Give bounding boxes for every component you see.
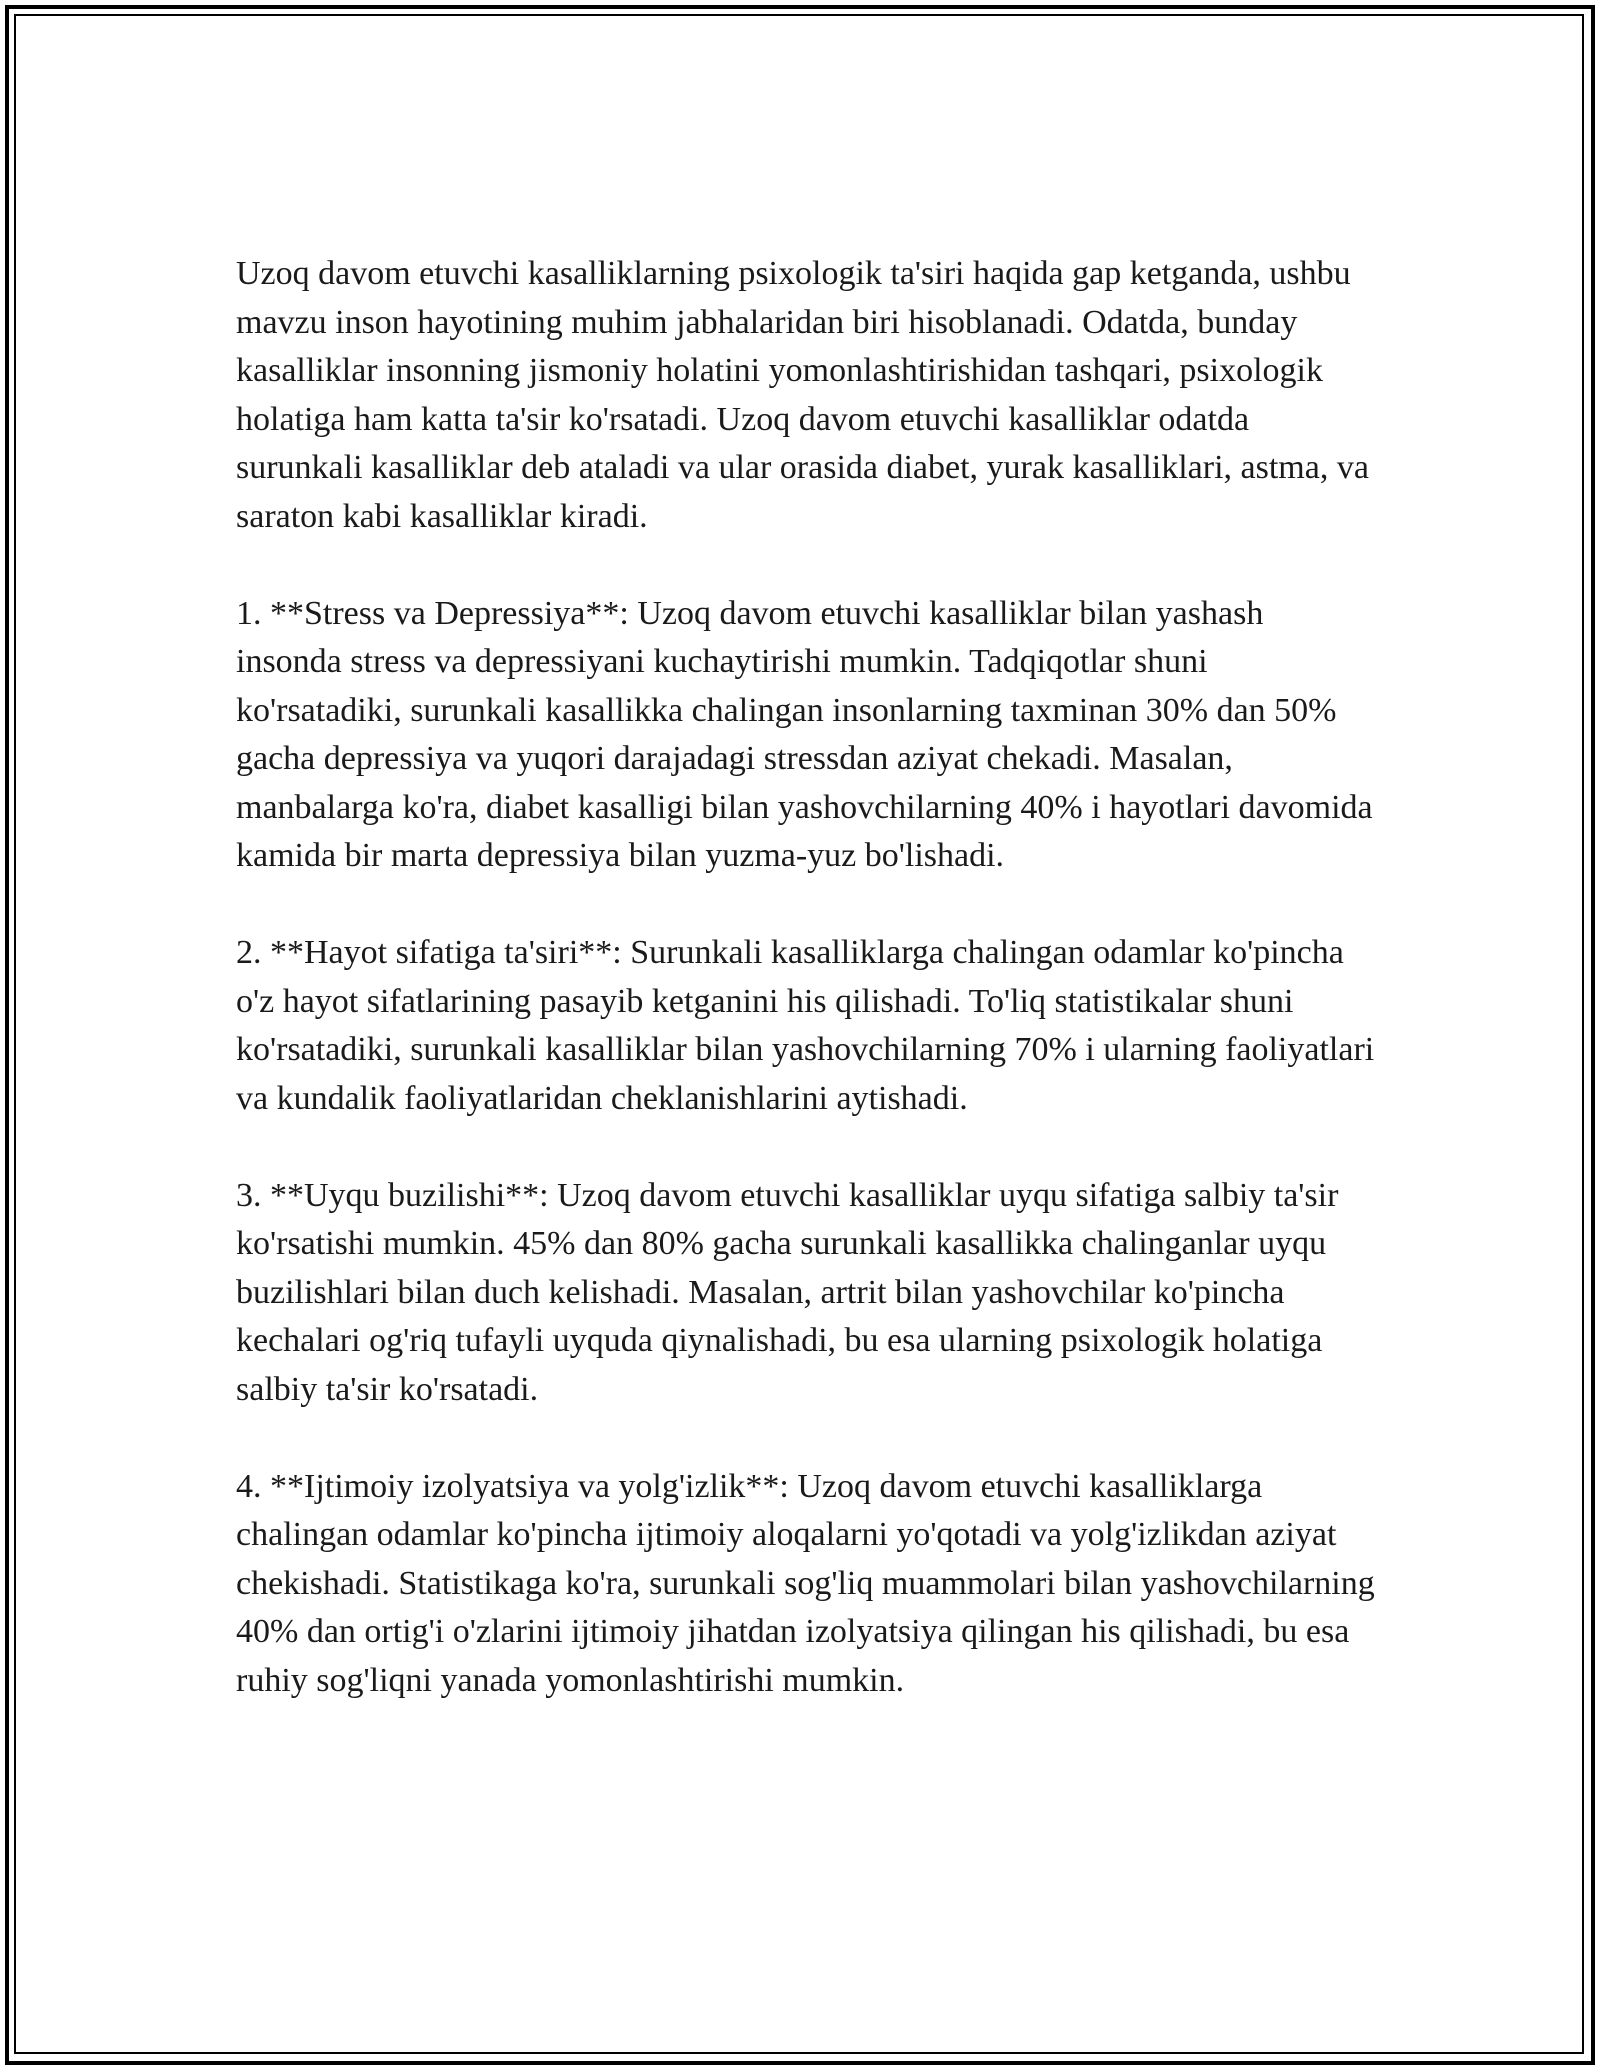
intro-paragraph: Uzoq davom etuvchi kasalliklarning psixologik ta'siri haqida gap ketganda, ushbu mavzu inson hayotining muhim jabhalaridan biri hisoblanadi. Odatda, bunday kasalliklar insonning jismoniy holatini yomonlashtirishidan tashqari, psixologik holatiga ham katta ta'sir ko'rsatadi. Uzoq davom etuvchi kasalliklar odatda surunkali kasalliklar deb ataladi va ular orasida diabet, yurak kasalliklari, astma, va saraton kabi kasalliklar kiradi. (236, 255, 1369, 535)
paragraph-quality-of-life: 2. **Hayot sifatiga ta'siri**: Surunkali kasalliklarga chalingan odamlar ko'pincha o'z hayot sifatlarining pasayib ketganini his qilishadi. To'liq statistikalar shuni ko'rsatadiki, surunkali kasalliklar bilan yashovchilarning 70% i ularning faoliyatlari va kundalik faoliyatlaridan cheklanishlarini aytishadi. (236, 934, 1375, 1117)
paragraph-social-isolation: 4. **Ijtimoiy izolyatsiya va yolg'izlik**: Uzoq davom etuvchi kasalliklarga chalingan odamlar ko'pincha ijtimoiy aloqalarni yo'qotadi va yolg'izlikdan aziyat chekishadi. Statistikaga ko'ra, surunkali sog'liq muammolari bilan yashovchilarning 40% dan ortig'i o'zlarini ijtimoiy jihatdan izolyatsiya qilingan his qilishadi, bu esa ruhiy sog'liqni yanada yomonlashtirishi mumkin. (236, 1467, 1375, 1699)
document-body (236, 250, 1376, 1705)
paragraph-stress-depression: 1. **Stress va Depressiya**: Uzoq davom etuvchi kasalliklar bilan yashash insonda stress va depressiyani kuchaytirishi mumkin. Tadqiqotlar shuni ko'rsatadiki, surunkali kasallikka chalingan insonlarning taxminan 30% dan 50% gacha depressiya va yuqori darajadagi stressdan aziyat chekadi. Masalan, manbalarga ko'ra, diabet kasalligi bilan yashovchilarning 40% i hayotlari davomida kamida bir marta depressiya bilan yuzma-yuz bo'lishadi. (236, 594, 1373, 874)
paragraph-sleep-disorder: 3. **Uyqu buzilishi**: Uzoq davom etuvchi kasalliklar uyqu sifatiga salbiy ta'sir ko'rsatishi mumkin. 45% dan 80% gacha surunkali kasallikka chalinganlar uyqu buzilishlari bilan duch kelishadi. Masalan, artrit bilan yashovchilar ko'pincha kechalari og'riq tufayli uyquda qiynalishadi, bu esa ularning psixologik holatiga salbiy ta'sir ko'rsatadi. (236, 1176, 1339, 1408)
